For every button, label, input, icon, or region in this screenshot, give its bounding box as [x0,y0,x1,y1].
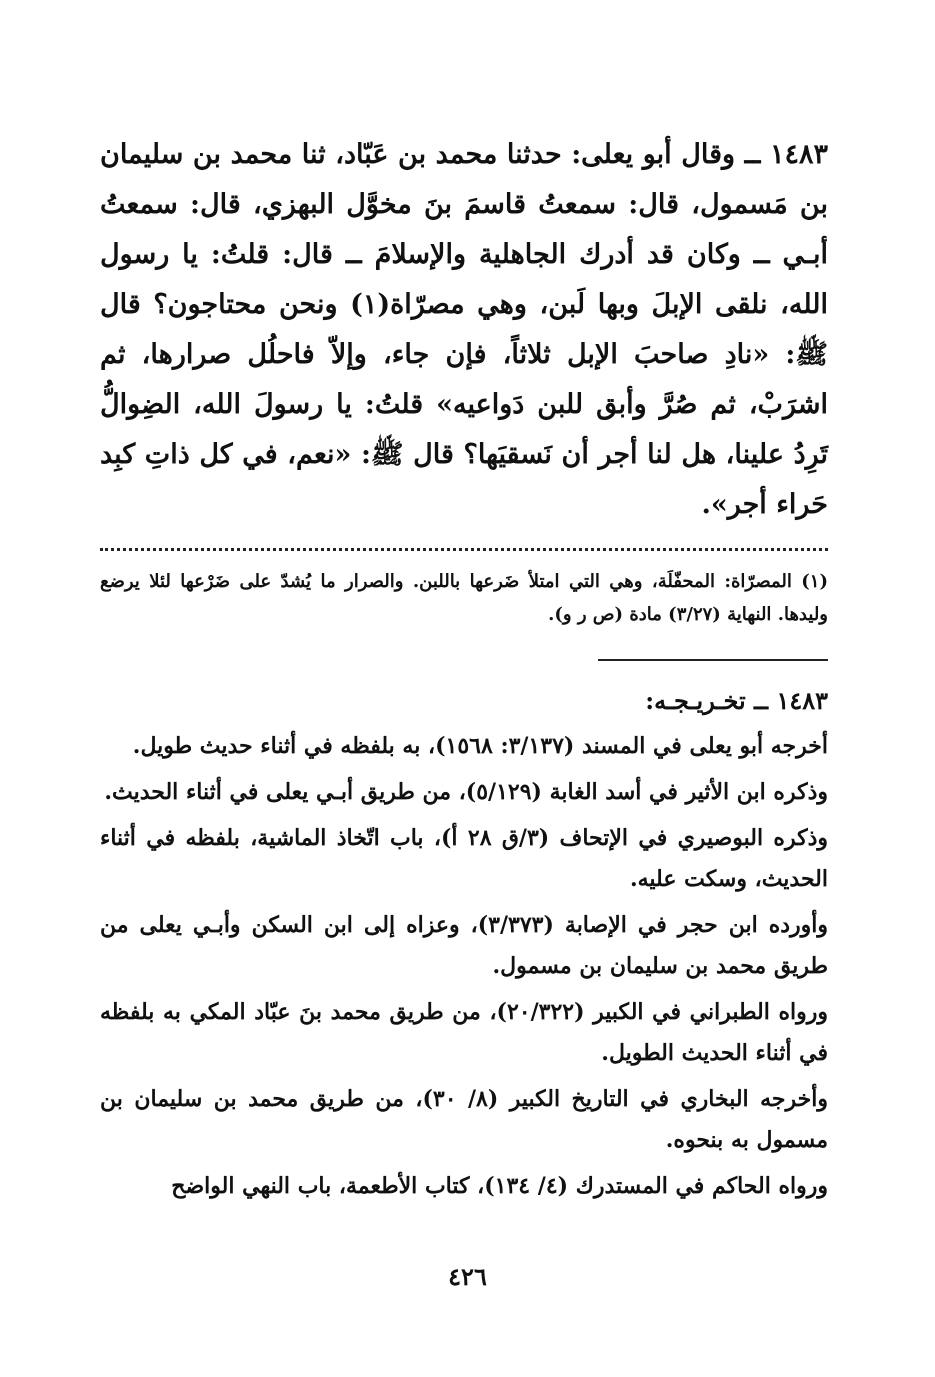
takhrij-item: ورواه الطبراني في الكبير (٢٠/٣٢٢)، من طريق محمد بنَ عبّاد المكي به بلفظه في أثناء الحديث الطويل. [100,999,828,1066]
takhrij-item: وذكره البوصيري في الإتحاف (٣/ق ٢٨ أ)، باب اتّخاذ الماشية، بلفظه في أثناء الحديث، وسكت عليه. [100,825,828,892]
takhrij-item: أخرجه أبو يعلى في المسند (٣/١٣٧: ١٥٦٨)، به بلفظه في أثناء حديث طويل. [132,733,828,759]
page-body [100,130,828,1207]
takhrij-title: ١٤٨٣ ــ تخـريـجـه: [645,686,828,715]
takhrij-item: وأخرجه البخاري في التاريخ الكبير (٨/ ٣٠)، من طريق محمد بن سليمان بن مسمول به بنحوه. [100,1086,828,1153]
hadith-text: ١٤٨٣ ــ وقال أبو يعلى: حدثنا محمد بن عَبّاد، ثنا محمد بن سليمان بن مَسمول، قال: سمعتُ قاسمَ بنَ مخوَّل البهزي، قال: سمعتُ أبـي ــ وكان قد أدرك الجاهلية والإسلامَ ــ قال: قلتُ: يا رسول الله، نلقى الإبلَ وبها لَبن، وهي مصرّاة(١) ونحن محتاجون؟ قال ﷺ: «نادِ صاحبَ الإبل ثلاثاً، فإن جاء، وإلاّ فاحلُل صرارها، ثم اشرَبْ، ثم صُرَّ وأبق للبن دَواعيه» قلتُ: يا رسولَ الله، الضِوالُّ تَرِدُ علينا، هل لنا أجر أن نَسقيَها؟ قال ﷺ: «نعم، في كل ذاتِ كبِد حَراء أجر». [100,139,829,520]
footnote: (١) المصرّاة: المحفّلَة، وهي التي امتلأ ضَرعها باللبن. والصرار ما يُشدّ على ضَرْعها لئلا يرضع وليدها. النهاية (٣/٢٧) مادة (ص ر و). [100,571,828,625]
page-number: ٤٢٦ [448,1262,487,1291]
takhrij-item: ورواه الحاكم في المستدرك (٤/ ١٣٤)، كتاب الأطعمة، باب النهي الواضح [171,1173,828,1199]
takhrij-item: وذكره ابن الأثير في أسد الغابة (٥/١٢٩)، من طريق أبـي يعلى في أثناء الحديث. [104,779,828,805]
footnote-separator [100,548,828,551]
section-rule [598,659,828,661]
takhrij-item: وأورده ابن حجر في الإصابة (٣/٣٧٣)، وعزاه إلى ابن السكن وأبـي يعلى من طريق محمد بن سليمان بن مسمول. [100,912,829,979]
